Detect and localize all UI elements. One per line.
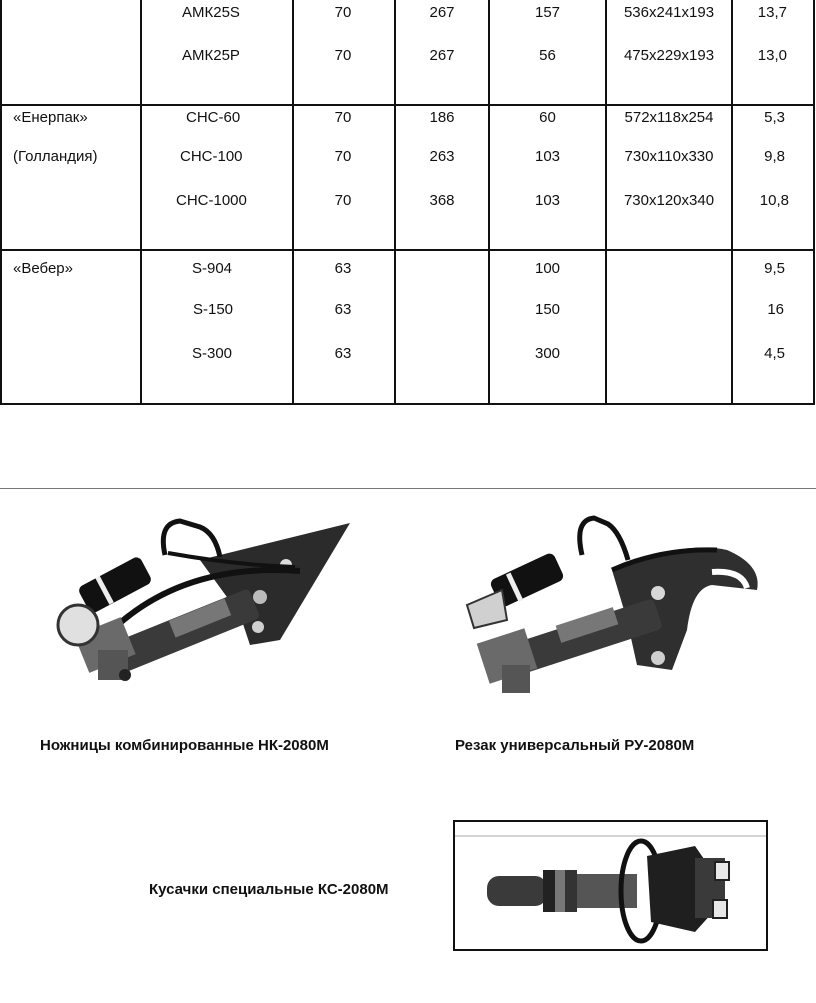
value-cell: 100 (534, 260, 561, 277)
value-cell: 70 (334, 4, 352, 21)
model-cell: СНС-1000 (176, 192, 247, 209)
mass-cell: 16 (767, 301, 784, 318)
table-border-right (813, 0, 815, 405)
nippers-photo-frame (453, 820, 768, 951)
value-cell: 60 (539, 109, 556, 126)
value-cell: 63 (334, 345, 352, 362)
value-cell: 267 (429, 4, 455, 21)
manufacturer-name: «Енерпак» (13, 109, 88, 126)
mass-cell: 4,5 (764, 345, 785, 362)
value-cell: 70 (334, 148, 352, 165)
row-divider (2, 249, 814, 251)
model-cell: СНС-60 (186, 109, 241, 126)
value-cell: 63 (334, 260, 352, 277)
value-cell: 70 (334, 192, 352, 209)
value-cell: 300 (534, 345, 561, 362)
mass-cell: 10,8 (759, 192, 789, 209)
cutter-photo (462, 510, 772, 710)
value-cell: 63 (334, 301, 352, 318)
mass-cell: 9,5 (764, 260, 785, 277)
column-divider (140, 0, 142, 405)
model-cell: СНС-100 (180, 148, 243, 165)
shears-photo (50, 505, 370, 705)
value-cell: 56 (539, 47, 556, 64)
mass-cell: 13,0 (757, 47, 787, 64)
manufacturer-name: «Вебер» (13, 260, 73, 277)
table-border-left (0, 0, 2, 405)
value-cell: 103 (534, 148, 561, 165)
model-cell: АМК25Р (182, 47, 240, 64)
row-divider (2, 104, 814, 106)
model-cell: АМК25S (182, 4, 240, 21)
section-divider (0, 488, 816, 489)
value-cell: 70 (334, 109, 352, 126)
dimensions-cell: 572x118x254 (624, 109, 714, 126)
shears-caption: Ножницы комбинированные НК-2080М (40, 737, 329, 754)
nippers-caption: Кусачки специальные КС-2080М (149, 881, 389, 898)
model-cell: S-300 (192, 345, 233, 362)
value-cell: 157 (534, 4, 561, 21)
dimensions-cell: 536x241x193 (623, 4, 715, 21)
mass-cell: 5,3 (764, 109, 785, 126)
dimensions-cell: 730x110x330 (624, 148, 714, 165)
table-border-bottom (2, 403, 814, 405)
manufacturer-country: (Голландия) (13, 148, 98, 165)
mass-cell: 13,7 (757, 4, 787, 21)
specifications-table (0, 0, 816, 406)
value-cell: 368 (429, 192, 455, 209)
value-cell: 186 (429, 109, 455, 126)
value-cell: 150 (534, 301, 561, 318)
model-cell: S-150 (193, 301, 234, 318)
value-cell: 103 (534, 192, 561, 209)
dimensions-cell: 730x120x340 (623, 192, 715, 209)
value-cell: 263 (429, 148, 455, 165)
nippers-photo (455, 822, 766, 949)
value-cell: 267 (429, 47, 455, 64)
mass-cell: 9,8 (764, 148, 785, 165)
model-cell: S-904 (192, 260, 233, 277)
dimensions-cell: 475x229x193 (623, 47, 715, 64)
cutter-caption: Резак универсальный РУ-2080М (455, 737, 695, 754)
value-cell: 70 (334, 47, 352, 64)
